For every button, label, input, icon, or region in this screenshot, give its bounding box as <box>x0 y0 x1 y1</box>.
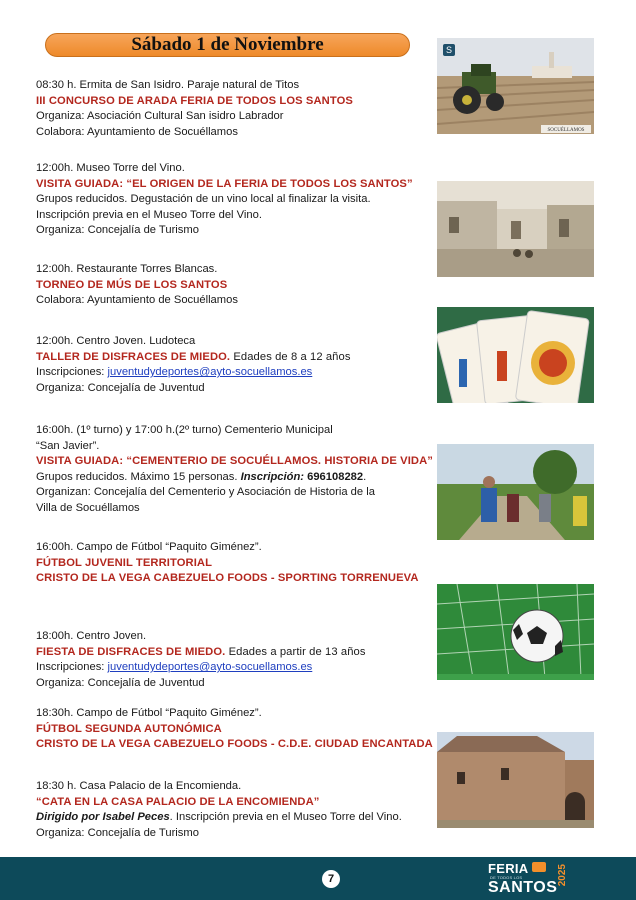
event-title: TORNEO DE MÚS DE LOS SANTOS <box>36 278 228 291</box>
event-detail: Organiza: Concejalía de Turismo <box>36 224 199 237</box>
event-title: VISITA GUIADA: “EL ORIGEN DE LA FERIA DE TODOS LOS SANTOS” <box>36 177 413 190</box>
event-detail: Organiza: Concejalía de Juventud <box>36 676 205 689</box>
logo-santos: SANTOS <box>488 879 558 896</box>
event-detail: Organiza: Asociación Cultural San isidro Labrador <box>36 110 284 123</box>
event-place: “San Javier”. <box>36 439 100 452</box>
event-time-place: 16:00h. (1º turno) y 17:00 h.(2º turno) Cementerio Municipal <box>36 424 333 436</box>
event-group-line <box>36 470 426 486</box>
event-title: FÚTBOL SEGUNDA AUTONÓMICA <box>36 722 222 735</box>
event-title: III CONCURSO DE ARADA FERIA DE TODOS LOS SANTOS <box>36 94 353 107</box>
event-detail: Inscripción previa en el Museo Torre del Vino. <box>36 208 262 221</box>
event-detail: Colabora: Ayuntamiento de Socuéllamos <box>36 294 238 307</box>
event-torneo-mus <box>36 262 426 309</box>
event-visita-cementerio <box>36 423 433 517</box>
event-title: VISITA GUIADA: “CEMENTERIO DE SOCUÉLLAMOS. HISTORIA DE VIDA” <box>36 455 433 468</box>
phone-number: 696108282 <box>304 470 364 483</box>
logo-feria: FERIA <box>488 861 529 876</box>
event-time-place: 12:00h. Museo Torre del Vino. <box>36 162 185 174</box>
event-detail: Colabora: Ayuntamiento de Socuéllamos <box>36 125 238 138</box>
event-title: FIESTA DE DISFRACES DE MIEDO. <box>36 645 226 658</box>
email-link[interactable]: juventudydeportes@ayto-socuellamos.es <box>107 661 313 674</box>
event-detail: Grupos reducidos. Degustación de un vino local al finalizar la visita. <box>36 193 371 206</box>
event-arada <box>36 78 426 140</box>
event-match: CRISTO DE LA VEGA CABEZUELO FOODS - SPORTING TORRENUEVA <box>36 572 419 585</box>
event-time-place: 12:00h. Centro Joven. Ludoteca <box>36 335 196 347</box>
event-visita-feria <box>36 161 426 239</box>
stone-building-photo <box>437 732 594 828</box>
logo-year: 2025 <box>557 864 568 887</box>
date-header-title: Sábado 1 de Noviembre <box>131 34 324 55</box>
date-header <box>45 33 410 57</box>
event-detail: Organiza: Concejalía de Turismo <box>36 826 199 839</box>
event-fiesta-disfraces <box>36 629 426 691</box>
event-age-range: Edades a partir de 13 años <box>225 645 366 658</box>
event-detail: Organizan: Concejalía del Cementerio y Asociación de Historia de la <box>36 486 375 499</box>
event-age-range: Edades de 8 a 12 años <box>230 350 351 363</box>
inscription-label: Inscripción: <box>240 470 304 483</box>
inscription-label: Inscripciones: <box>36 661 108 674</box>
event-futbol-juvenil <box>36 540 426 587</box>
logo-emblem-icon <box>532 862 546 872</box>
event-time-place: 18:30h. Campo de Fútbol “Paquito Giménez”. <box>36 707 262 719</box>
event-match: CRISTO DE LA VEGA CABEZUELO FOODS - C.D.E. CIUDAD ENCANTADA <box>36 738 433 751</box>
event-detail: Villa de Socuéllamos <box>36 501 140 514</box>
inscription-label: Inscripciones: <box>36 366 108 379</box>
event-time-place: 18:30 h. Casa Palacio de la Encomienda. <box>36 780 242 792</box>
event-directed-line <box>36 810 426 826</box>
event-time-place: 18:00h. Centro Joven. <box>36 630 147 642</box>
event-title-line <box>36 645 426 661</box>
tractor-caption: SOCUÉLLAMOS <box>547 128 585 133</box>
old-village-photo <box>437 181 594 277</box>
event-time-place: 16:00h. Campo de Fútbol “Paquito Giménez”. <box>36 541 262 553</box>
event-cata-encomienda <box>36 779 426 841</box>
feria-santos-logo <box>488 860 574 898</box>
event-title: TALLER DE DISFRACES DE MIEDO. <box>36 350 231 363</box>
phone-end: . <box>363 470 367 483</box>
directed-by: Dirigido por Isabel Peces <box>36 811 170 824</box>
directed-suffix: . Inscripción previa en el Museo Torre del Vino. <box>169 811 402 824</box>
event-title: “CATA EN LA CASA PALACIO DE LA ENCOMIENDA” <box>36 795 320 808</box>
event-inscription-line <box>36 365 426 381</box>
event-inscription-line <box>36 660 426 676</box>
event-title: FÚTBOL JUVENIL TERRITORIAL <box>36 556 213 569</box>
logo-sub: DE TODOS LOS <box>490 875 523 880</box>
event-time-place: 12:00h. Restaurante Torres Blancas. <box>36 263 218 275</box>
event-title-line <box>36 350 426 366</box>
event-futbol-autonomica <box>36 706 433 753</box>
hikers-photo <box>437 444 594 540</box>
page-number: 7 <box>322 870 340 888</box>
soccer-ball-photo <box>437 584 594 680</box>
group-text: Grupos reducidos. Máximo 15 personas. <box>36 470 241 483</box>
tractor-logo: S <box>445 45 453 55</box>
event-detail: Organiza: Concejalía de Juventud <box>36 381 205 394</box>
playing-cards-photo <box>437 307 594 403</box>
email-link[interactable]: juventudydeportes@ayto-socuellamos.es <box>107 366 313 379</box>
tractor-photo <box>437 38 594 134</box>
event-taller-disfraces <box>36 334 426 396</box>
event-time-place: 08:30 h. Ermita de San Isidro. Paraje natural de Titos <box>36 79 300 91</box>
